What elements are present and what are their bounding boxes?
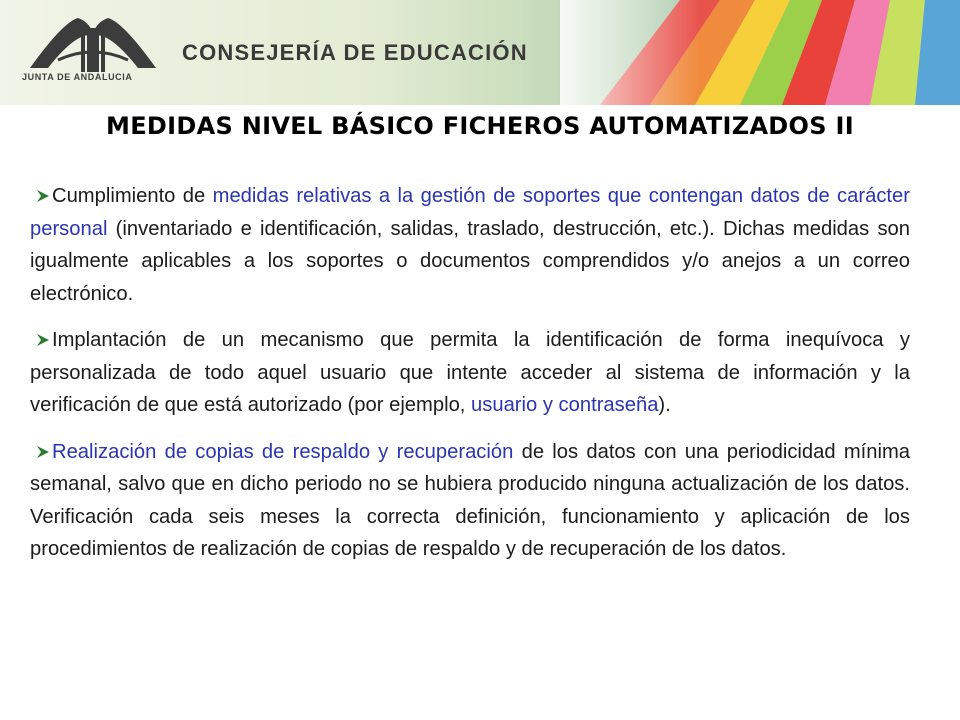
arrow-bullet-icon: [36, 445, 50, 459]
bullet-item-2: [30, 324, 910, 422]
bullet-1-text-2: (inventariado e identificación, salidas, traslado, destrucción, etc.). Dichas medidas son igualmente aplicables a los soportes o documentos comprendidos y/o anejos a un correo electrónico.: [30, 217, 910, 305]
bullet-2-highlight: usuario y contraseña: [471, 394, 659, 416]
department-name: CONSEJERÍA DE EDUCACIÓN: [182, 40, 528, 65]
bullet-3-highlight: Realización de copias de respaldo y recuperación: [52, 440, 514, 463]
logo-text: JUNTA DE ANDALUCIA: [22, 72, 133, 82]
title-part-2: FICHEROS AUTOMATIZADOS II: [434, 112, 854, 140]
bullet-1-highlight: medidas relativas a la gestión de soportes que contengan datos de carácter personal: [30, 185, 910, 240]
bullet-item-3: [30, 436, 910, 566]
bullet-1-text-1: Cumplimiento de: [52, 185, 213, 207]
title-part-1: MEDIDAS NIVEL BÁSICO: [106, 112, 435, 140]
header-banner: [0, 0, 960, 105]
page-title: [0, 112, 960, 140]
bullet-2-text-1: Implantación de un mecanismo que permita la identificación de forma inequívoca y personalizada de todo aquel usuario que intente acceder al sistema de información y la verificación de que está autorizado (por ejemplo,: [30, 329, 910, 416]
arrow-bullet-icon: [36, 333, 50, 347]
crayons-image: [560, 0, 960, 105]
bullet-3-text-2: de los datos con una periodicidad mínima semanal, salvo que en dicho periodo no se hubiera producido ninguna actualización de los datos. Verificación cada seis meses la correcta definición, funcionamiento y aplicación de los procedimientos de realización de copias de respaldo y de recuperación de los datos.: [30, 440, 911, 560]
bullet-list: [30, 180, 910, 580]
arrow-bullet-icon: [36, 189, 50, 203]
bullet-item-1: [30, 180, 910, 310]
bullet-2-text-2: ).: [658, 394, 671, 416]
